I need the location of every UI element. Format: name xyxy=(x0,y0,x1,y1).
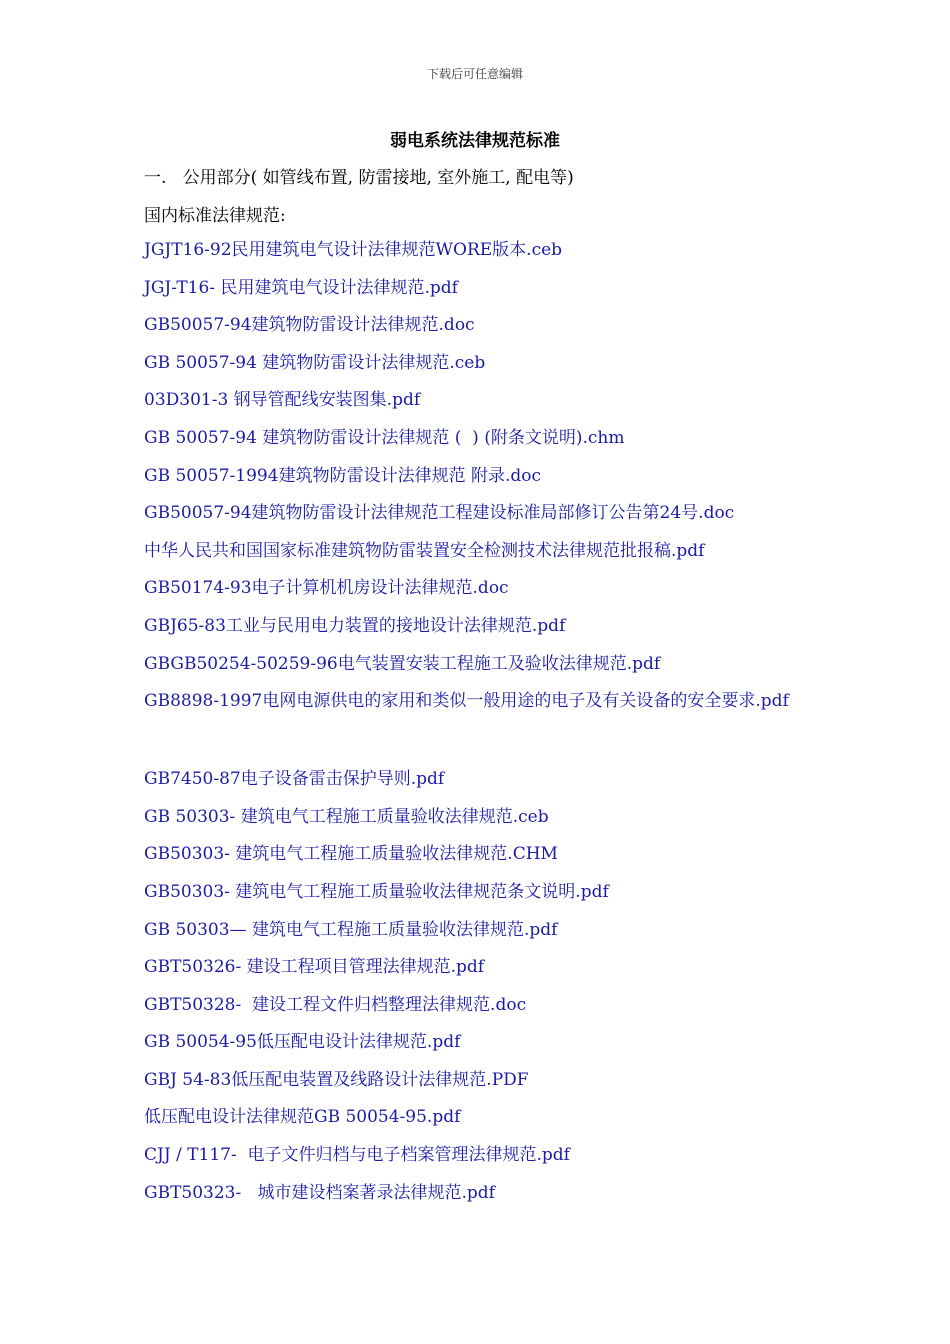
file-link[interactable]: GBJ 54-83低压配电装置及线路设计法律规范.PDF xyxy=(144,1069,529,1090)
file-link[interactable]: GB8898-1997电网电源供电的家用和类似一般用途的电子及有关设备的安全要求.pdf xyxy=(144,691,789,712)
file-link[interactable]: GB50174-93电子计算机机房设计法律规范.doc xyxy=(144,578,509,599)
section-heading: 一. 公用部分( 如管线布置, 防雷接地, 室外施工, 配电等) xyxy=(144,168,574,188)
file-link[interactable]: GBT50328- 建设工程文件归档整理法律规范.doc xyxy=(144,994,527,1015)
file-link[interactable]: GB50057-94建筑物防雷设计法律规范工程建设标准局部修订公告第24号.doc xyxy=(144,503,735,524)
file-link[interactable]: GB 50303- 建筑电气工程施工质量验收法律规范.ceb xyxy=(144,806,549,827)
file-link[interactable]: JGJT16-92民用建筑电气设计法律规范WORE版本.ceb xyxy=(144,240,563,260)
file-link[interactable]: GB50303- 建筑电气工程施工质量验收法律规范.CHM xyxy=(144,844,558,865)
file-link-list xyxy=(144,238,824,1218)
file-link[interactable]: GB 50057-94 建筑物防雷设计法律规范 ( ) (附条文说明).chm xyxy=(144,427,625,448)
file-link[interactable]: GB 50057-1994建筑物防雷设计法律规范 附录.doc xyxy=(144,465,542,486)
file-link[interactable]: GB50057-94建筑物防雷设计法律规范.doc xyxy=(144,315,475,336)
file-link[interactable]: GB7450-87电子设备雷击保护导则.pdf xyxy=(144,769,445,790)
file-link[interactable]: GB 50054-95低压配电设计法律规范.pdf xyxy=(144,1032,461,1053)
file-link[interactable]: GB50303- 建筑电气工程施工质量验收法律规范条文说明.pdf xyxy=(144,881,609,902)
page-header-note: 下载后可任意编辑 xyxy=(426,67,523,81)
file-link[interactable]: 03D301-3 钢导管配线安装图集.pdf xyxy=(144,390,421,411)
file-link[interactable]: JGJ-T16- 民用建筑电气设计法律规范.pdf xyxy=(144,277,458,298)
file-link[interactable]: GBT50326- 建设工程项目管理法律规范.pdf xyxy=(144,957,485,978)
file-link[interactable]: GB 50057-94 建筑物防雷设计法律规范.ceb xyxy=(144,352,486,373)
file-link[interactable]: GB 50303— 建筑电气工程施工质量验收法律规范.pdf xyxy=(144,919,558,940)
file-link[interactable]: CJJ / T117- 电子文件归档与电子档案管理法律规范.pdf xyxy=(144,1145,570,1166)
standards-subheading: 国内标准法律规范: xyxy=(144,206,286,226)
file-link[interactable]: GBGB50254-50259-96电气装置安装工程施工及验收法律规范.pdf xyxy=(144,653,661,674)
file-link[interactable]: GBT50323- 城市建设档案著录法律规范.pdf xyxy=(144,1182,495,1203)
file-link[interactable]: GBJ65-83工业与民用电力装置的接地设计法律规范.pdf xyxy=(144,615,566,636)
file-link[interactable]: 中华人民共和国国家标准建筑物防雷装置安全检测技术法律规范批报稿.pdf xyxy=(144,540,705,561)
document-title: 弱电系统法律规范标准 xyxy=(390,131,560,151)
file-link[interactable]: 低压配电设计法律规范GB 50054-95.pdf xyxy=(144,1107,461,1128)
